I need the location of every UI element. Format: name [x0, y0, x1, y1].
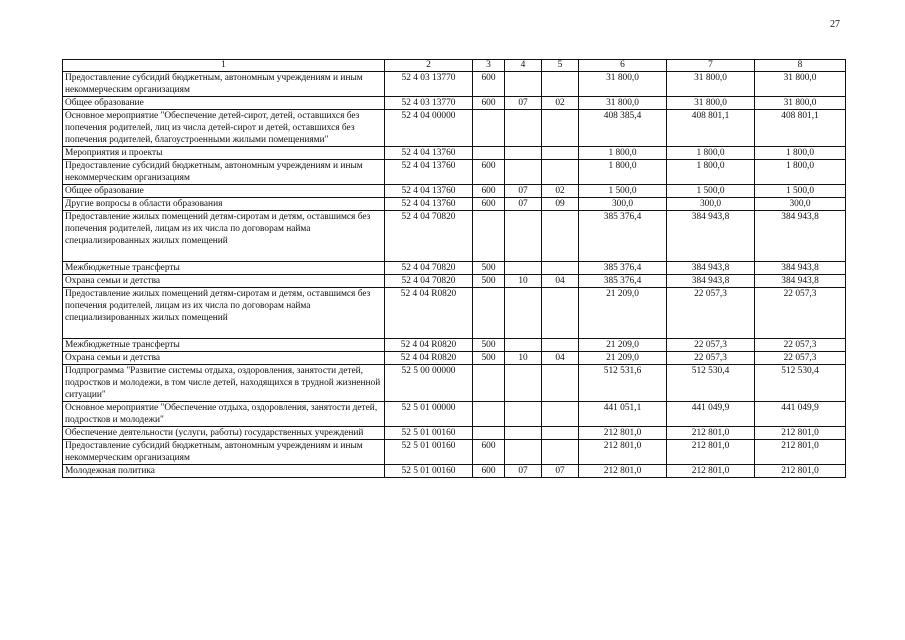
- row-code-cell: 52 5 01 00000: [385, 402, 473, 427]
- row-section-cell: [505, 440, 542, 465]
- row-section-cell: [505, 402, 542, 427]
- row-value-col6-cell: 31 800,0: [579, 72, 667, 97]
- row-subsection-cell: [542, 211, 579, 262]
- row-value-col7-cell: 22 057,3: [667, 288, 755, 339]
- row-name-cell: Общее образование: [63, 185, 385, 198]
- row-value-col7-cell: 408 801,1: [667, 110, 755, 147]
- row-expense-type-cell: 600: [473, 97, 505, 110]
- row-name-cell: Предоставление субсидий бюджетным, автономным учреждениям и иным некоммерческим организациям: [63, 160, 385, 185]
- row-value-col6-cell: 385 376,4: [579, 275, 667, 288]
- row-expense-type-cell: [473, 211, 505, 262]
- row-section-cell: [505, 262, 542, 275]
- budget-table: [62, 59, 846, 478]
- row-name-cell: Молодежная политика: [63, 465, 385, 478]
- table-row: [63, 185, 846, 198]
- row-name-cell: Предоставление субсидий бюджетным, автономным учреждениям и иным некоммерческим организациям: [63, 72, 385, 97]
- header-cell: 4: [505, 60, 542, 72]
- row-value-col6-cell: 1 800,0: [579, 147, 667, 160]
- table-row: [63, 288, 846, 339]
- row-value-col7-cell: 384 943,8: [667, 211, 755, 262]
- row-subsection-cell: [542, 427, 579, 440]
- row-expense-type-cell: 600: [473, 185, 505, 198]
- row-subsection-cell: 02: [542, 185, 579, 198]
- page-number: 27: [830, 19, 840, 30]
- row-subsection-cell: [542, 147, 579, 160]
- row-expense-type-cell: 600: [473, 160, 505, 185]
- table-row: [63, 352, 846, 365]
- row-value-col6-cell: 212 801,0: [579, 465, 667, 478]
- row-value-col7-cell: 441 049,9: [667, 402, 755, 427]
- row-code-cell: 52 4 04 00000: [385, 110, 473, 147]
- row-code-cell: 52 4 04 R0820: [385, 339, 473, 352]
- row-value-col7-cell: 31 800,0: [667, 72, 755, 97]
- row-section-cell: [505, 110, 542, 147]
- row-value-col7-cell: 31 800,0: [667, 97, 755, 110]
- table-body: [63, 72, 846, 478]
- row-code-cell: 52 5 01 00160: [385, 465, 473, 478]
- row-expense-type-cell: 600: [473, 465, 505, 478]
- row-value-col6-cell: 31 800,0: [579, 97, 667, 110]
- row-value-col6-cell: 408 385,4: [579, 110, 667, 147]
- table-row: [63, 72, 846, 97]
- row-value-col8-cell: 384 943,8: [755, 211, 846, 262]
- row-code-cell: 52 4 04 13760: [385, 147, 473, 160]
- header-cell: 7: [667, 60, 755, 72]
- row-value-col8-cell: 31 800,0: [755, 97, 846, 110]
- row-value-col8-cell: 408 801,1: [755, 110, 846, 147]
- row-section-cell: [505, 147, 542, 160]
- row-expense-type-cell: [473, 288, 505, 339]
- row-code-cell: 52 4 04 13760: [385, 185, 473, 198]
- table-row: [63, 339, 846, 352]
- row-value-col6-cell: 1 500,0: [579, 185, 667, 198]
- row-value-col8-cell: 22 057,3: [755, 288, 846, 339]
- table-row: [63, 147, 846, 160]
- row-name-cell: Основное мероприятие "Обеспечение отдыха, оздоровления, занятости детей, подростков и молодежи": [63, 402, 385, 427]
- table-row: [63, 427, 846, 440]
- table-row: [63, 465, 846, 478]
- row-section-cell: [505, 365, 542, 402]
- row-code-cell: 52 4 04 R0820: [385, 288, 473, 339]
- row-code-cell: 52 5 01 00160: [385, 427, 473, 440]
- header-cell: 1: [63, 60, 385, 72]
- row-expense-type-cell: 500: [473, 352, 505, 365]
- row-value-col6-cell: 212 801,0: [579, 427, 667, 440]
- row-section-cell: [505, 160, 542, 185]
- row-section-cell: 07: [505, 465, 542, 478]
- row-subsection-cell: [542, 365, 579, 402]
- row-value-col6-cell: 21 209,0: [579, 288, 667, 339]
- header-row: [63, 60, 846, 72]
- row-name-cell: Предоставление жилых помещений детям-сиротам и детям, оставшимся без попечения родителей, лицам из их числа по договорам найма специализированных жилых помещений: [63, 211, 385, 262]
- row-value-col8-cell: 1 500,0: [755, 185, 846, 198]
- row-value-col7-cell: 22 057,3: [667, 339, 755, 352]
- row-expense-type-cell: 500: [473, 275, 505, 288]
- row-value-col8-cell: 212 801,0: [755, 440, 846, 465]
- row-section-cell: [505, 72, 542, 97]
- row-name-cell: Предоставление жилых помещений детям-сиротам и детям, оставшимся без попечения родителей, лицам из их числа по договорам найма специализированных жилых помещений: [63, 288, 385, 339]
- row-value-col8-cell: 300,0: [755, 198, 846, 211]
- row-subsection-cell: [542, 72, 579, 97]
- row-name-cell: Предоставление субсидий бюджетным, автономным учреждениям и иным некоммерческим организациям: [63, 440, 385, 465]
- row-subsection-cell: [542, 402, 579, 427]
- row-section-cell: 07: [505, 198, 542, 211]
- row-code-cell: 52 5 00 00000: [385, 365, 473, 402]
- row-value-col6-cell: 512 531,6: [579, 365, 667, 402]
- row-subsection-cell: [542, 262, 579, 275]
- header-cell: 5: [542, 60, 579, 72]
- row-subsection-cell: [542, 339, 579, 352]
- row-section-cell: [505, 211, 542, 262]
- header-cell: 2: [385, 60, 473, 72]
- row-code-cell: 52 4 04 70820: [385, 211, 473, 262]
- row-value-col6-cell: 1 800,0: [579, 160, 667, 185]
- row-expense-type-cell: [473, 365, 505, 402]
- row-value-col7-cell: 512 530,4: [667, 365, 755, 402]
- row-section-cell: 10: [505, 352, 542, 365]
- row-code-cell: 52 4 04 13760: [385, 160, 473, 185]
- row-value-col7-cell: 1 500,0: [667, 185, 755, 198]
- row-section-cell: 07: [505, 185, 542, 198]
- row-value-col6-cell: 21 209,0: [579, 352, 667, 365]
- row-expense-type-cell: 600: [473, 72, 505, 97]
- row-code-cell: 52 4 04 R0820: [385, 352, 473, 365]
- table-row: [63, 262, 846, 275]
- row-value-col6-cell: 385 376,4: [579, 211, 667, 262]
- row-value-col8-cell: 441 049,9: [755, 402, 846, 427]
- row-value-col7-cell: 212 801,0: [667, 440, 755, 465]
- row-expense-type-cell: [473, 427, 505, 440]
- row-subsection-cell: 04: [542, 275, 579, 288]
- row-value-col8-cell: 1 800,0: [755, 160, 846, 185]
- row-value-col8-cell: 512 530,4: [755, 365, 846, 402]
- row-code-cell: 52 5 01 00160: [385, 440, 473, 465]
- row-name-cell: Обеспечение деятельности (услуги, работы) государственных учреждений: [63, 427, 385, 440]
- row-section-cell: 07: [505, 97, 542, 110]
- row-code-cell: 52 4 04 70820: [385, 275, 473, 288]
- row-section-cell: [505, 339, 542, 352]
- table-row: [63, 97, 846, 110]
- header-cell: 6: [579, 60, 667, 72]
- row-subsection-cell: [542, 440, 579, 465]
- row-value-col7-cell: 22 057,3: [667, 352, 755, 365]
- header-cell: 8: [755, 60, 846, 72]
- row-value-col7-cell: 384 943,8: [667, 275, 755, 288]
- table-row: [63, 160, 846, 185]
- row-value-col8-cell: 212 801,0: [755, 427, 846, 440]
- table-header: [63, 60, 846, 72]
- table-row: [63, 365, 846, 402]
- table-row: [63, 110, 846, 147]
- row-subsection-cell: [542, 288, 579, 339]
- row-value-col8-cell: 384 943,8: [755, 275, 846, 288]
- row-code-cell: 52 4 03 13770: [385, 72, 473, 97]
- row-value-col8-cell: 22 057,3: [755, 352, 846, 365]
- row-value-col7-cell: 212 801,0: [667, 427, 755, 440]
- row-subsection-cell: 02: [542, 97, 579, 110]
- row-code-cell: 52 4 04 13760: [385, 198, 473, 211]
- table-row: [63, 211, 846, 262]
- row-subsection-cell: 07: [542, 465, 579, 478]
- row-value-col8-cell: 1 800,0: [755, 147, 846, 160]
- row-expense-type-cell: 500: [473, 339, 505, 352]
- table-row: [63, 275, 846, 288]
- row-name-cell: Межбюджетные трансферты: [63, 339, 385, 352]
- row-code-cell: 52 4 03 13770: [385, 97, 473, 110]
- row-value-col8-cell: 22 057,3: [755, 339, 846, 352]
- row-name-cell: Подпрограмма "Развитие системы отдыха, оздоровления, занятости детей, подростков и молодежи, в том числе детей, находящихся в трудной жизненной ситуации": [63, 365, 385, 402]
- row-value-col6-cell: 300,0: [579, 198, 667, 211]
- row-value-col7-cell: 300,0: [667, 198, 755, 211]
- row-name-cell: Основное мероприятие "Обеспечение детей-сирот, детей, оставшихся без попечения родителей, лиц из числа детей-сирот и детей, оставшихся без попечения родителей, благоустроенными жилыми помещениями": [63, 110, 385, 147]
- row-subsection-cell: 04: [542, 352, 579, 365]
- row-value-col6-cell: 21 209,0: [579, 339, 667, 352]
- row-value-col6-cell: 441 051,1: [579, 402, 667, 427]
- row-value-col7-cell: 212 801,0: [667, 465, 755, 478]
- row-value-col7-cell: 1 800,0: [667, 147, 755, 160]
- row-name-cell: Мероприятия и проекты: [63, 147, 385, 160]
- row-value-col7-cell: 384 943,8: [667, 262, 755, 275]
- row-name-cell: Межбюджетные трансферты: [63, 262, 385, 275]
- row-subsection-cell: [542, 160, 579, 185]
- row-section-cell: 10: [505, 275, 542, 288]
- row-value-col6-cell: 385 376,4: [579, 262, 667, 275]
- table-row: [63, 440, 846, 465]
- row-name-cell: Охрана семьи и детства: [63, 352, 385, 365]
- row-expense-type-cell: 600: [473, 440, 505, 465]
- row-value-col8-cell: 384 943,8: [755, 262, 846, 275]
- row-value-col6-cell: 212 801,0: [579, 440, 667, 465]
- row-value-col7-cell: 1 800,0: [667, 160, 755, 185]
- row-section-cell: [505, 288, 542, 339]
- table-row: [63, 198, 846, 211]
- row-name-cell: Другие вопросы в области образования: [63, 198, 385, 211]
- row-expense-type-cell: [473, 147, 505, 160]
- row-value-col8-cell: 212 801,0: [755, 465, 846, 478]
- row-name-cell: Охрана семьи и детства: [63, 275, 385, 288]
- row-subsection-cell: 09: [542, 198, 579, 211]
- row-expense-type-cell: 500: [473, 262, 505, 275]
- row-name-cell: Общее образование: [63, 97, 385, 110]
- table-row: [63, 402, 846, 427]
- row-value-col8-cell: 31 800,0: [755, 72, 846, 97]
- row-subsection-cell: [542, 110, 579, 147]
- row-expense-type-cell: 600: [473, 198, 505, 211]
- row-expense-type-cell: [473, 402, 505, 427]
- row-expense-type-cell: [473, 110, 505, 147]
- row-code-cell: 52 4 04 70820: [385, 262, 473, 275]
- row-section-cell: [505, 427, 542, 440]
- header-cell: 3: [473, 60, 505, 72]
